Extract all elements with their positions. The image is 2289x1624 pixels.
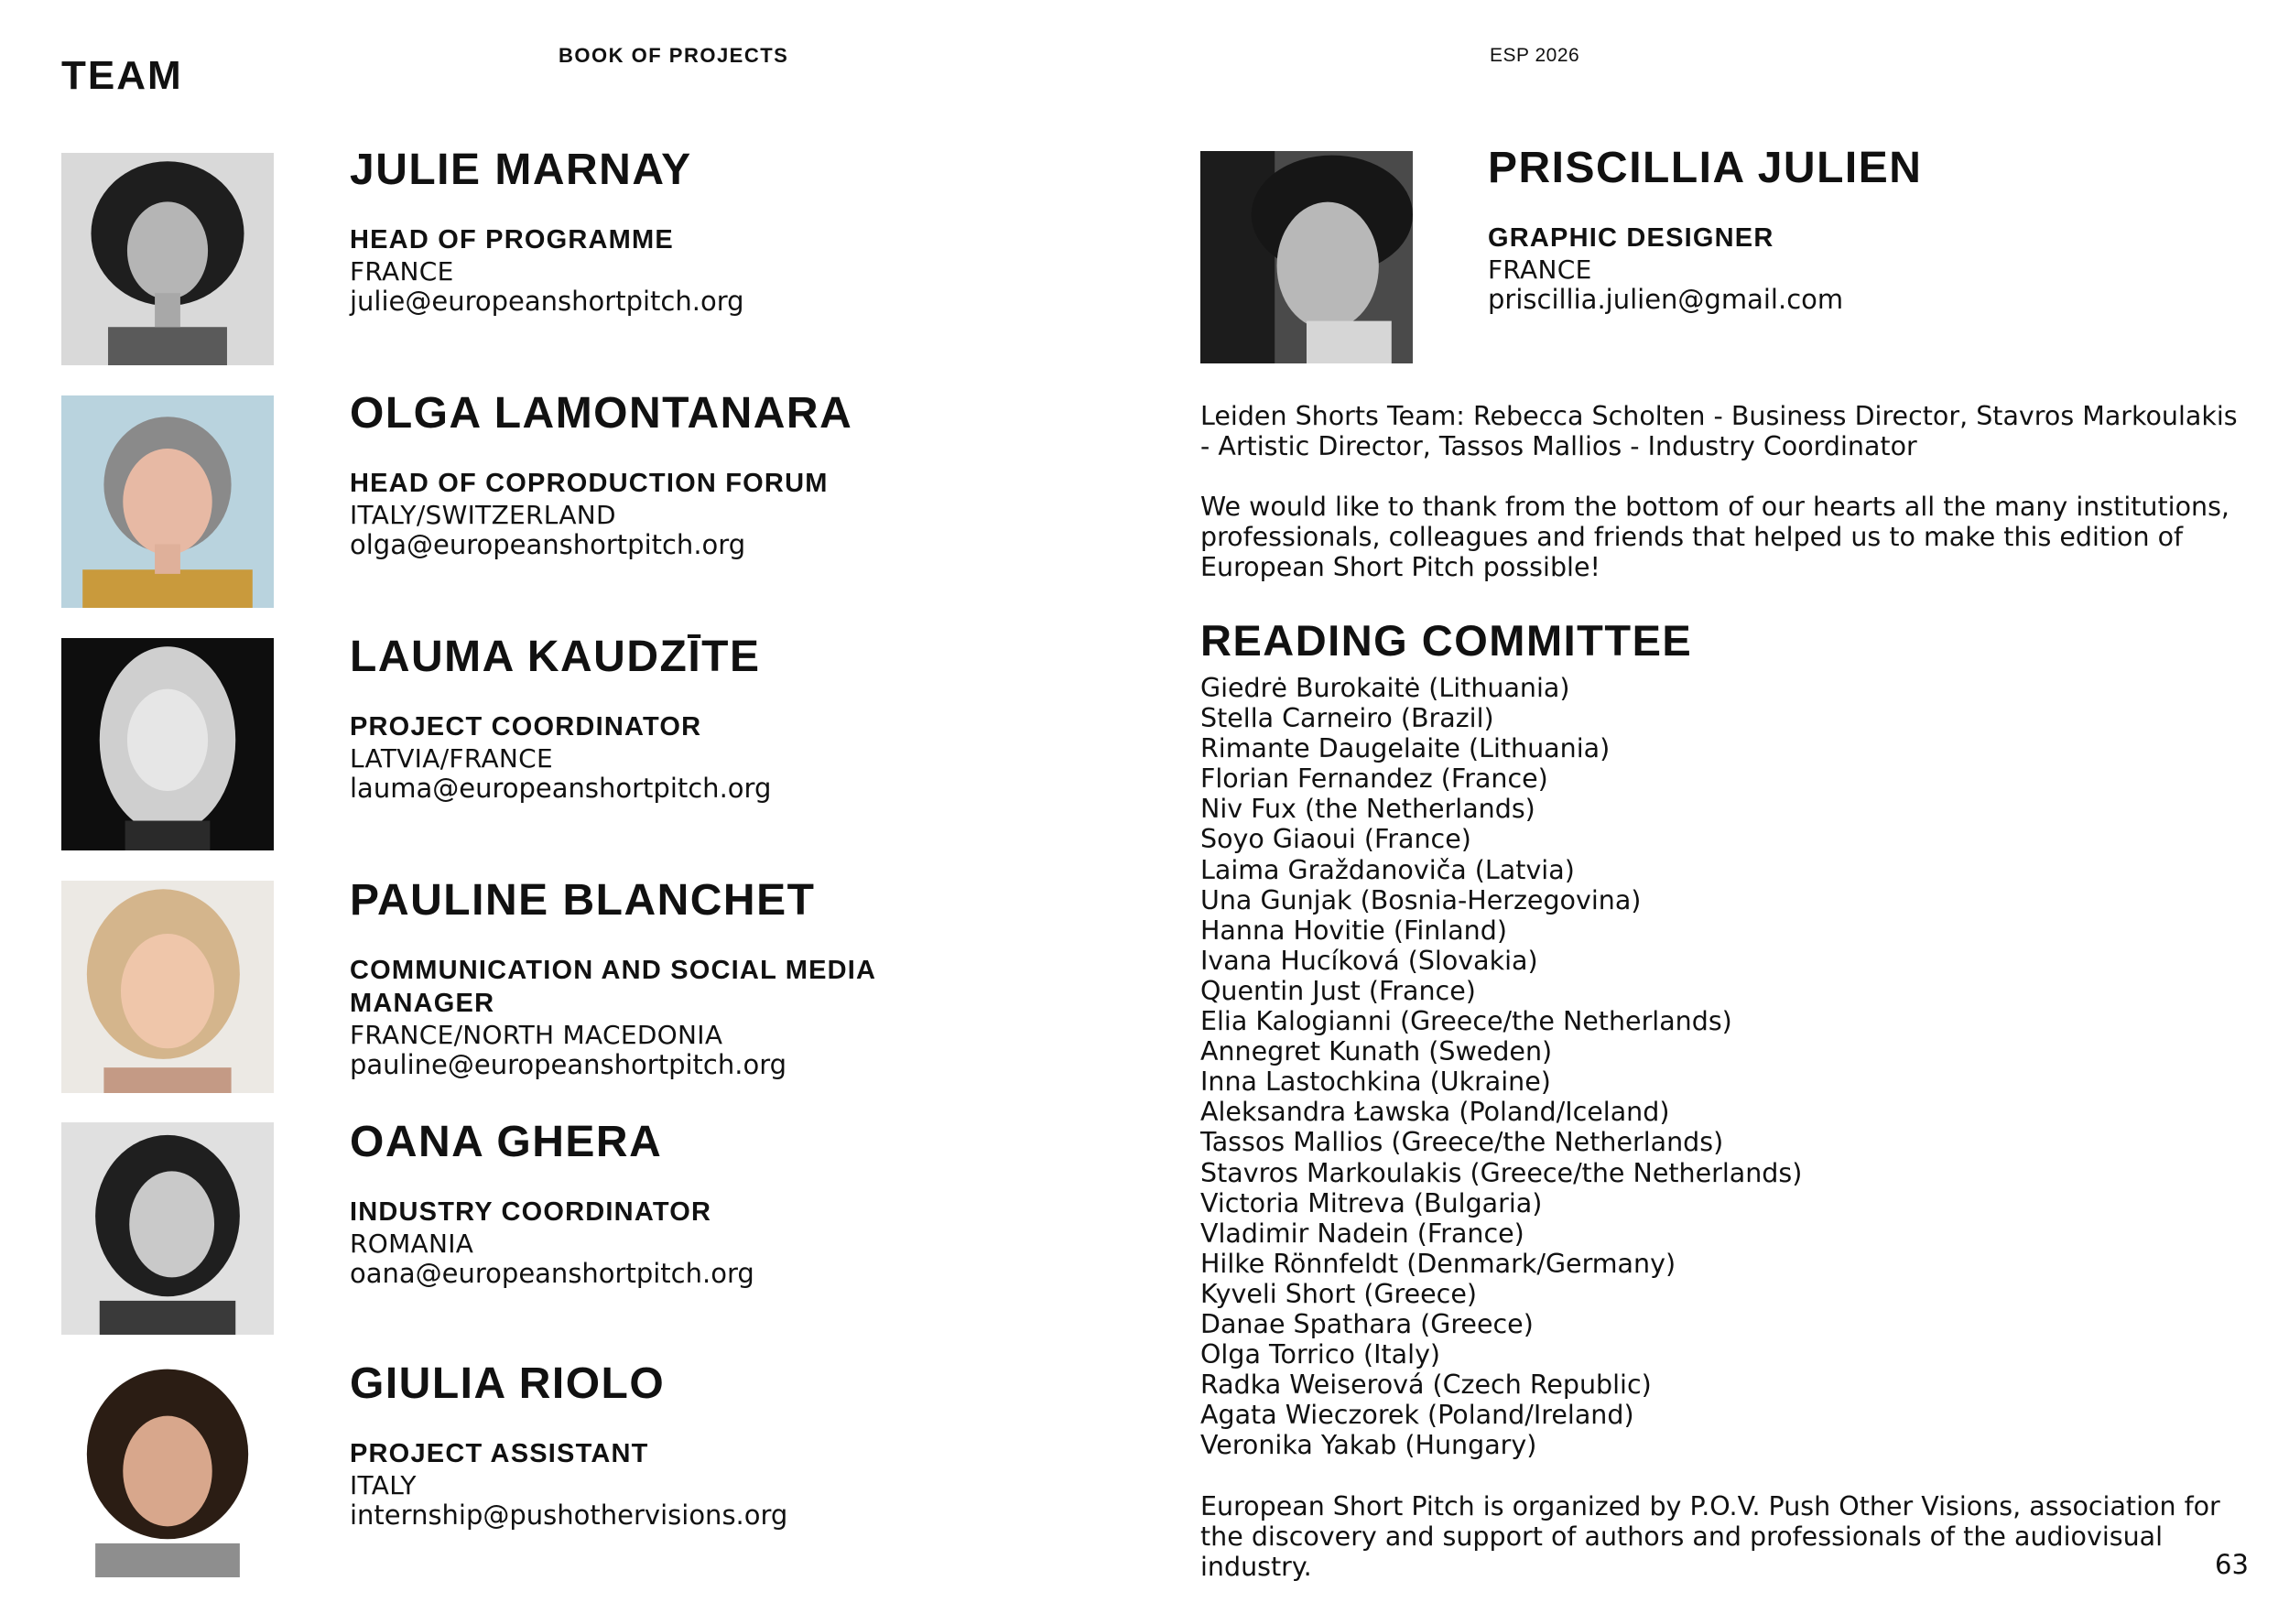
book-label: BOOK OF PROJECTS	[559, 44, 789, 67]
committee-member: Victoria Mitreva (Bulgaria)	[1200, 1187, 1543, 1218]
member-role: HEAD OF COPRODUCTION FORUM	[350, 469, 829, 498]
committee-member: Aleksandra Ławska (Poland/Iceland)	[1200, 1097, 1670, 1128]
committee-member: Giedrė Burokaitė (Lithuania)	[1200, 673, 1570, 703]
committee-member: Stella Carneiro (Brazil)	[1200, 703, 1494, 734]
member-role: GRAPHIC DESIGNER	[1488, 223, 1774, 253]
committee-member: Agata Wieczorek (Poland/Ireland)	[1200, 1400, 1634, 1431]
committee-member: Elia Kalogianni (Greece/the Netherlands)	[1200, 1006, 1732, 1037]
portrait-photo-olga-lamontanara	[61, 395, 274, 608]
member-name: LAUMA KAUDZĪTE	[350, 633, 761, 681]
portrait-photo-lauma-kaudzite	[61, 638, 274, 850]
team-member-card	[350, 148, 1064, 317]
member-name: GIULIA RIOLO	[350, 1359, 666, 1408]
member-country: FRANCE/NORTH MACEDONIA	[350, 1020, 723, 1050]
team-member-card	[350, 1118, 1064, 1289]
committee-member: Hilke Rönnfeldt (Denmark/Germany)	[1200, 1248, 1676, 1279]
member-name: OANA GHERA	[350, 1118, 663, 1166]
portrait-photo-pauline-blanchet	[61, 881, 274, 1093]
member-email-link[interactable]: internship@pushothervisions.org	[350, 1499, 788, 1531]
committee-member: Tassos Mallios (Greece/the Netherlands)	[1200, 1127, 1724, 1158]
organizer-paragraph: European Short Pitch is organized by P.O.V. Push Other Visions, association for the discovery and support of authors and professionals of the audiovisual industry.	[1200, 1491, 2220, 1582]
reading-committee-title: READING COMMITTEE	[1200, 616, 1693, 665]
portrait-photo-julie-marnay	[61, 153, 274, 365]
member-email-link[interactable]: lauma@europeanshortpitch.org	[350, 773, 772, 804]
committee-member: Veronika Yakab (Hungary)	[1200, 1430, 1537, 1461]
member-role: INDUSTRY COORDINATOR	[350, 1197, 712, 1227]
committee-member: Annegret Kunath (Sweden)	[1200, 1036, 1553, 1067]
thanks-paragraph: We would like to thank from the bottom of our hearts all the many institutions, professionals, colleagues and friends that helped us to make this edition of European Short Pitch possible!	[1200, 492, 2229, 582]
committee-member: Quentin Just (France)	[1200, 975, 1476, 1006]
member-name: OLGA LAMONTANARA	[350, 389, 853, 438]
committee-member: Ivana Hucíková (Slovakia)	[1200, 945, 1538, 976]
portrait-photo-giulia-riolo	[61, 1365, 274, 1577]
committee-member: Inna Lastochkina (Ukraine)	[1200, 1066, 1551, 1098]
member-role: HEAD OF PROGRAMME	[350, 225, 674, 254]
member-role: COMMUNICATION AND SOCIAL MEDIA MANAGER	[350, 956, 876, 1018]
team-member-card	[350, 389, 1064, 560]
committee-member: Una Gunjak (Bosnia-Herzegovina)	[1200, 884, 1642, 915]
member-name: PAULINE BLANCHET	[350, 876, 816, 925]
section-title: TEAM	[61, 53, 183, 98]
portrait-photo-oana-ghera	[61, 1122, 274, 1335]
member-name: PRISCILLIA JULIEN	[1488, 144, 1923, 192]
team-member-card	[350, 635, 1064, 804]
committee-member: Soyo Giaoui (France)	[1200, 824, 1471, 855]
committee-member: Danae Spathara (Greece)	[1200, 1308, 1534, 1339]
member-country: ITALY	[350, 1470, 417, 1500]
member-role: PROJECT COORDINATOR	[350, 712, 702, 742]
reading-committee-list	[1200, 673, 1802, 1460]
committee-member: Laima Graždanoviča (Latvia)	[1200, 854, 1575, 885]
portrait-photo-priscillia-julien	[1200, 151, 1413, 363]
leiden-team-paragraph: Leiden Shorts Team: Rebecca Scholten - Business Director, Stavros Markoulakis - Artistic Director, Tassos Mallios - Industry Coordinator	[1200, 401, 2238, 461]
member-role: PROJECT ASSISTANT	[350, 1439, 649, 1468]
team-member-card	[350, 1359, 1064, 1531]
committee-member: Kyveli Short (Greece)	[1200, 1278, 1478, 1309]
member-email-link[interactable]: oana@europeanshortpitch.org	[350, 1258, 754, 1289]
committee-member: Olga Torrico (Italy)	[1200, 1339, 1441, 1370]
committee-member: Rimante Daugelaite (Lithuania)	[1200, 733, 1611, 764]
committee-member: Florian Fernandez (France)	[1200, 763, 1548, 795]
committee-member: Radka Weiserová (Czech Republic)	[1200, 1370, 1652, 1401]
committee-member: Stavros Markoulakis (Greece/the Netherlands)	[1200, 1157, 1803, 1188]
committee-member: Niv Fux (the Netherlands)	[1200, 794, 1535, 825]
committee-member: Vladimir Nadein (France)	[1200, 1218, 1524, 1249]
member-country: ITALY/SWITZERLAND	[350, 500, 616, 530]
page-number: 63	[2215, 1549, 2249, 1580]
team-member-card	[1488, 146, 2202, 315]
committee-member: Hanna Hovitie (Finland)	[1200, 915, 1507, 946]
member-name: JULIE MARNAY	[350, 146, 692, 194]
member-country: LATVIA/FRANCE	[350, 743, 553, 774]
member-country: ROMANIA	[350, 1229, 474, 1259]
member-country: FRANCE	[350, 256, 454, 287]
member-email-link[interactable]: priscillia.julien@gmail.com	[1488, 284, 1844, 315]
edition-label: ESP 2026	[1490, 45, 1580, 66]
member-email-link[interactable]: olga@europeanshortpitch.org	[350, 529, 746, 560]
member-email-link[interactable]: julie@europeanshortpitch.org	[350, 286, 744, 317]
team-member-card	[350, 876, 991, 1080]
member-email-link[interactable]: pauline@europeanshortpitch.org	[350, 1049, 787, 1080]
member-country: FRANCE	[1488, 254, 1592, 285]
